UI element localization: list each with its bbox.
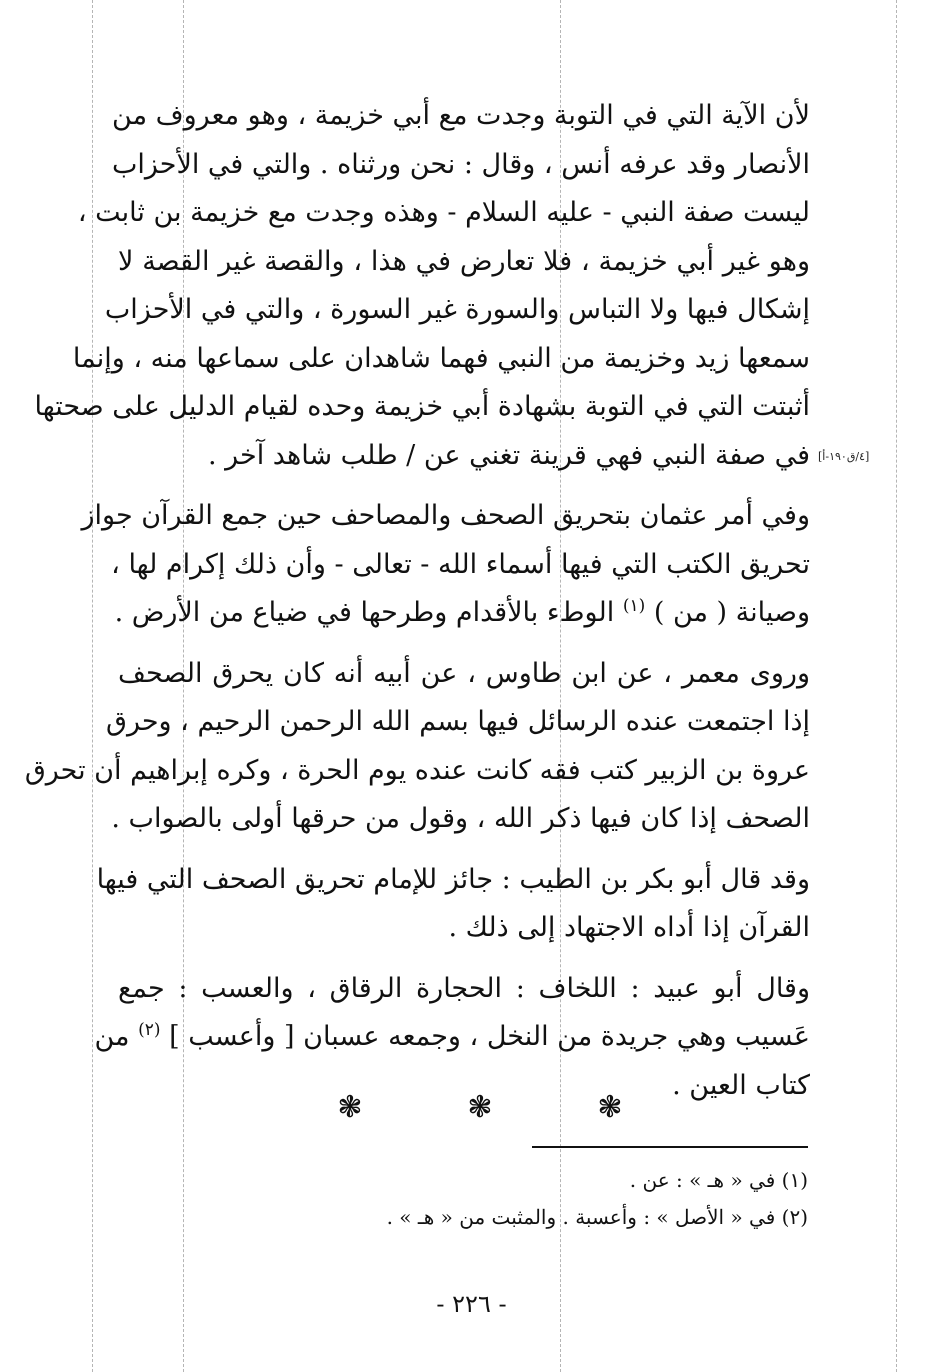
text-line: الأنصار وقد عرفه أنس ، وقال : نحن ورثناه . والتي في الأحزاب <box>111 148 810 180</box>
paragraph-4 <box>96 856 810 953</box>
main-text <box>24 92 810 1110</box>
scan-guide-line <box>896 0 897 1372</box>
text-line: كتاب العين . <box>672 1069 810 1101</box>
text-line: وقد قال أبو بكر بن الطيب : جائز للإمام تحريق الصحف التي فيها <box>96 863 810 895</box>
paragraph-2 <box>81 492 810 638</box>
star-ornament-icon: ❃ <box>337 1090 363 1125</box>
footnote-1: (١) في « هـ » : عن . <box>629 1168 808 1192</box>
text-segment: الوطء بالأقدام وطرحها في ضياع من الأرض . <box>114 597 615 628</box>
star-ornament-icon: ❃ <box>597 1090 623 1125</box>
text-line <box>114 589 810 638</box>
footnote-2: (٢) في « الأصل » : وأعسبة . والمثبت من « هـ » . <box>386 1205 808 1229</box>
text-line: إشكال فيها ولا التباس والسورة غير السورة ، والتي في الأحزاب <box>104 294 810 325</box>
footnote-marker: (٢) <box>138 1020 161 1040</box>
text-line: وقال أبو عبيد : اللخاف : الحجارة الرقاق ، والعسب : جمع <box>118 972 810 1004</box>
text-line <box>94 1013 810 1062</box>
text-segment: من <box>94 1021 130 1052</box>
footnote-marker: (١) <box>622 596 646 616</box>
text-line: القرآن إذا أداه الاجتهاد إلى ذلك . <box>448 912 810 943</box>
footnote-divider <box>532 1146 808 1148</box>
text-line: وهو غير أبي خزيمة ، فلا تعارض في هذا ، والقصة غير القصة لا <box>118 245 810 277</box>
text-line: لأن الآية التي في التوبة وجدت مع أبي خزيمة ، وهو معروف من <box>112 100 810 131</box>
page-number: - ٢٢٦ - <box>436 1290 507 1318</box>
text-segment: وصيانة ( من ) <box>653 597 810 628</box>
text-segment: عَسيب وهي جريدة من النخل ، وجمعه عسبان [ وأعسب ] <box>169 1021 810 1052</box>
text-line: إذا اجتمعت عنده الرسائل فيها بسم الله الرحمن الرحيم ، وحرق <box>106 706 810 737</box>
text-line: الصحف إذا كان فيها ذكر الله ، وقول من حرقها أولى بالصواب . <box>111 803 810 834</box>
text-line: ليست صفة النبي - عليه السلام - وهذه وجدت مع خزيمة بن ثابت ، <box>77 197 810 228</box>
text-line: أثبتت التي في التوبة بشهادة أبي خزيمة وحده لقيام الدليل على صحتها <box>34 391 810 422</box>
text-line: وفي أمر عثمان بتحريق الصحف والمصاحف حين جمع القرآن جواز <box>81 500 810 531</box>
paragraph-5 <box>94 965 810 1111</box>
paragraph-3 <box>24 650 810 844</box>
footnotes <box>387 1162 808 1236</box>
text-line: سمعها زيد وخزيمة من النبي فهما شاهدان على سماعها منه ، وإنما <box>72 342 810 374</box>
margin-manuscript-reference: [٤/ق١٩٠-أ] <box>818 450 870 463</box>
section-separator <box>330 1090 630 1130</box>
star-ornament-icon: ❃ <box>467 1090 493 1125</box>
paragraph-1 <box>34 92 810 480</box>
text-line: عروة بن الزبير كتب فقه كانت عنده يوم الحرة ، وكره إبراهيم أن تحرق <box>24 754 810 786</box>
text-line: وروى معمر ، عن ابن طاوس ، عن أبيه أنه كان يحرق الصحف <box>118 657 810 689</box>
text-line: تحريق الكتب التي فيها أسماء الله - تعالى - وأن ذلك إكرام لها ، <box>111 548 810 580</box>
text-line: في صفة النبي فهي قرينة تغني عن / طلب شاهد آخر . <box>207 439 810 471</box>
